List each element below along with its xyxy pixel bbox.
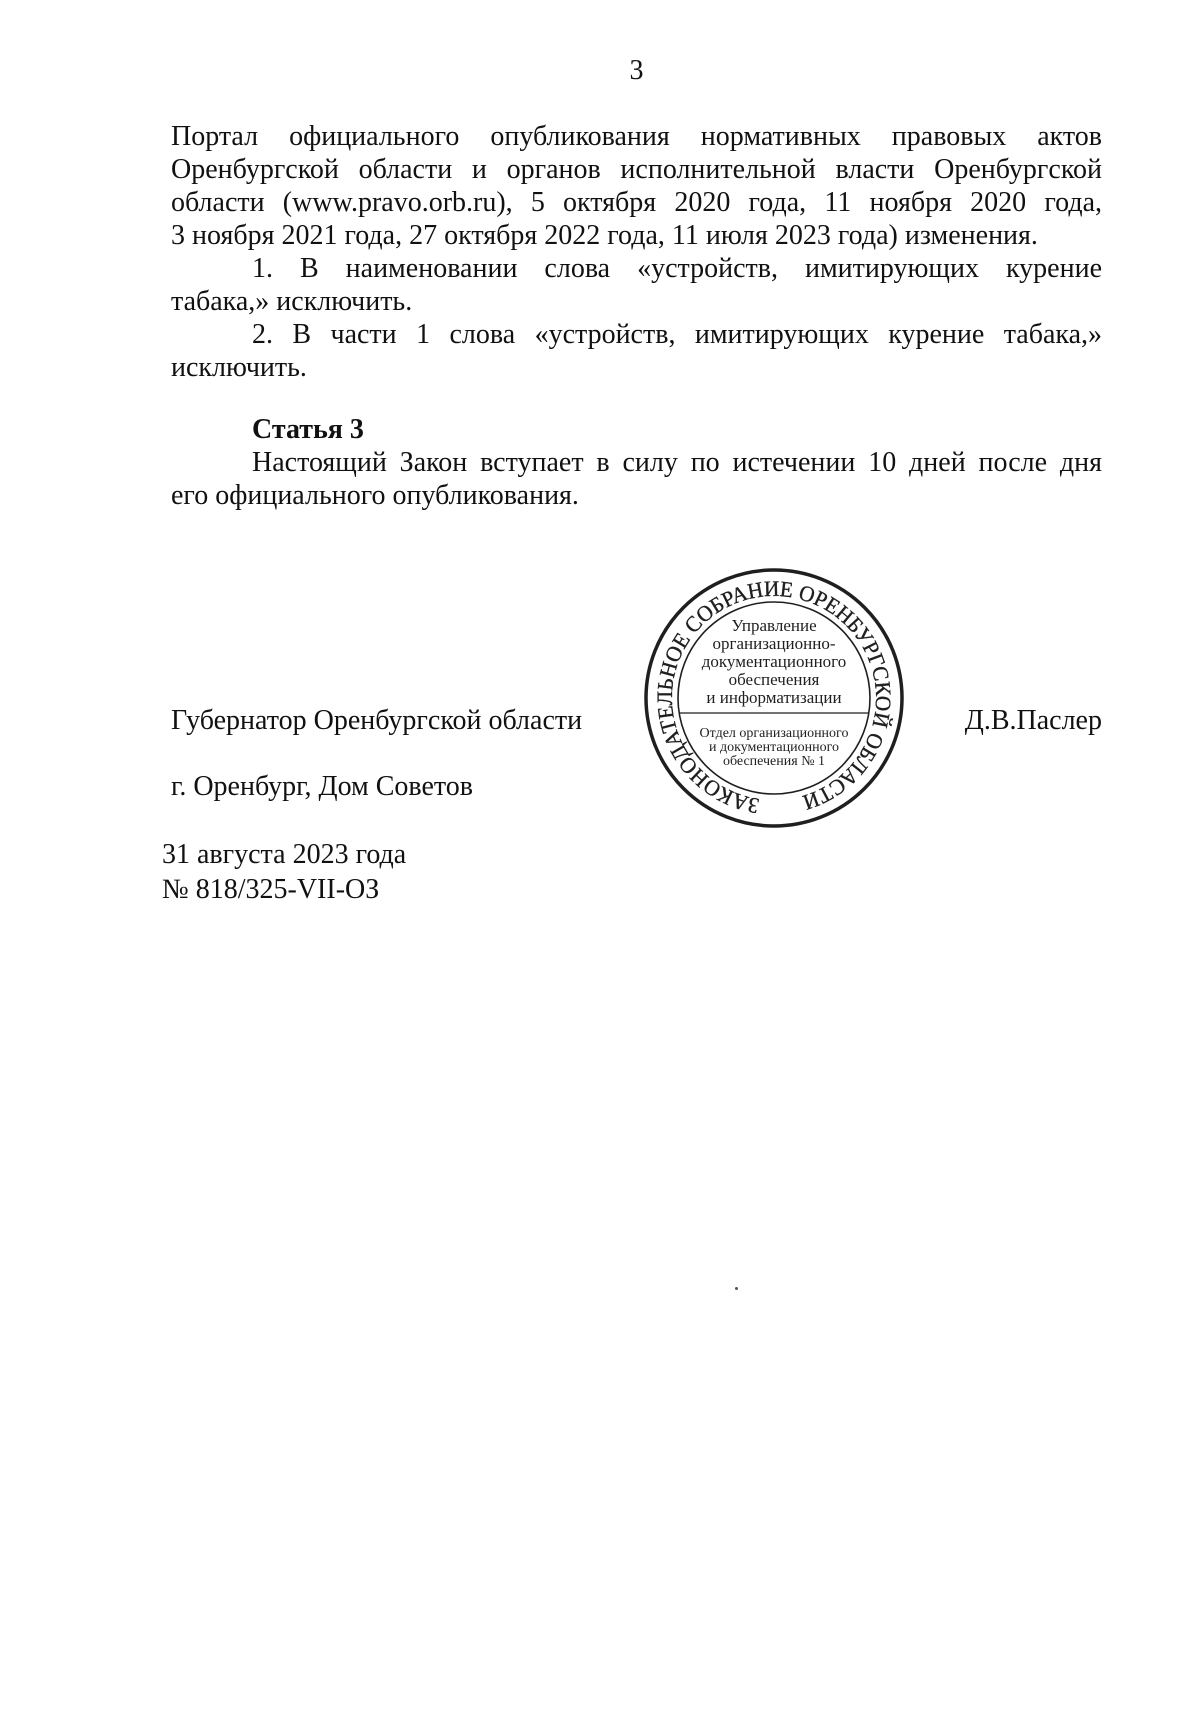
seal-ring-text-path: ЗАКОНОДАТЕЛЬНОЕ СОБРАНИЕ ОРЕНБУРГСКОЙ ОБЛАСТИ xyxy=(651,575,897,819)
seal-lower-line: и документационного xyxy=(709,740,839,755)
list-item-2 xyxy=(171,318,1102,384)
seal-lower-line: обеспечения № 1 xyxy=(722,754,826,769)
page-number: 3 xyxy=(629,55,644,86)
seal-upper-line: и информатизации xyxy=(706,688,842,707)
seal-upper-line: обеспечения xyxy=(728,670,820,689)
seal-upper-line: документационного xyxy=(701,652,847,671)
text-line: исключить. xyxy=(171,352,307,383)
article-2-body xyxy=(171,120,1102,384)
seal-lower-line: Отдел организационного xyxy=(699,726,849,741)
list-item-1 xyxy=(171,252,1102,318)
text-line: его официального опубликования. xyxy=(171,480,579,511)
article-3 xyxy=(171,413,1102,512)
text-line: 3 ноября 2021 года, 27 октября 2022 года, 11 июля 2023 года) изменения. xyxy=(171,220,1038,251)
text-line: Настоящий Закон вступает в силу по истечении 10 дней после дня xyxy=(252,447,1102,478)
seal-upper-line: организационно- xyxy=(712,634,836,653)
text-line: табака,» исключить. xyxy=(171,286,413,317)
seal-upper-line: Управление xyxy=(731,616,817,635)
signing-place: г. Оренбург, Дом Советов xyxy=(171,771,473,802)
text-line: 2. В части 1 слова «устройств, имитирующих курение табака,» xyxy=(252,319,1102,350)
official-seal xyxy=(634,558,914,838)
text-line: Оренбургской области и органов исполнительной власти Оренбургской xyxy=(171,154,1102,185)
intro-paragraph xyxy=(171,120,1102,252)
signing-date: 31 августа 2023 года xyxy=(162,839,407,870)
signatory-position: Губернатор Оренбургской области xyxy=(171,705,583,736)
signatory-name: Д.В.Паслер xyxy=(964,705,1102,736)
scan-speck xyxy=(735,1287,738,1290)
law-number: № 818/325-VII-ОЗ xyxy=(162,874,380,905)
article-heading: Статья 3 xyxy=(252,414,364,445)
text-line: 1. В наименовании слова «устройств, имитирующих курение xyxy=(252,253,1102,284)
text-line: Портал официального опубликования нормативных правовых актов xyxy=(171,121,1102,152)
text-line: области (www.pravo.orb.ru), 5 октября 2020 года, 11 ноября 2020 года, xyxy=(171,187,1102,218)
